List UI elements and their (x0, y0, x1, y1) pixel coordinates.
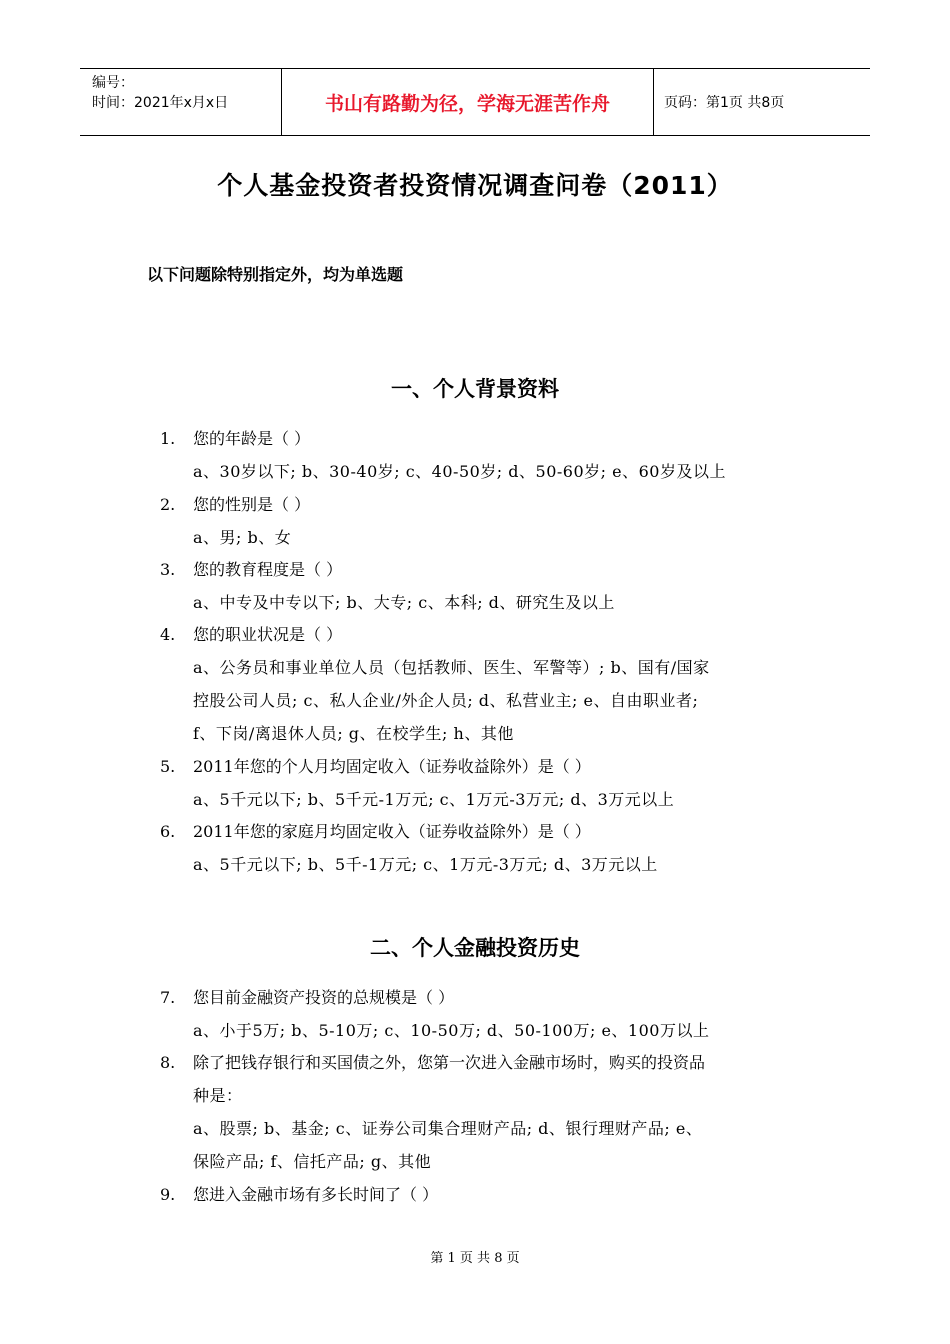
question-4-options-line-3: f、下岗/离退休人员; g、在校学生; h、其他 (193, 724, 514, 743)
question-3 (160, 560, 342, 580)
question-8-text-continued: 种是： (193, 1086, 243, 1105)
question-text: 2011年您的家庭月均固定收入（证券收益除外）是（ ） (193, 822, 591, 841)
page-footer: 第 1 页 共 8 页 (430, 1251, 520, 1266)
section-title-1: 一、个人背景资料 (391, 377, 559, 401)
question-9 (160, 1185, 438, 1205)
document-title: 个人基金投资者投资情况调查问卷（2011） (217, 171, 733, 200)
question-text: 除了把钱存银行和买国债之外，您第一次进入金融市场时，购买的投资品 (193, 1053, 706, 1072)
question-8-options-line-2: 保险产品; f、信托产品; g、其他 (193, 1152, 432, 1171)
header-motto: 书山有路勤为径，学海无涯苦作舟 (282, 69, 654, 135)
question-text: 您的教育程度是（ ） (193, 560, 343, 579)
header-page-info: 页码：第1页 共8页 (664, 95, 785, 111)
question-7 (160, 988, 454, 1008)
question-4-options-line-1: a、公务员和事业单位人员（包括教师、医生、军警等）; b、国有/国家 (193, 658, 710, 677)
question-8 (160, 1053, 705, 1073)
question-number: 8. (160, 1053, 176, 1072)
question-number: 2. (160, 495, 176, 514)
question-text: 您的年龄是（ ） (193, 429, 311, 448)
question-2 (160, 495, 310, 515)
question-4 (160, 625, 342, 645)
question-8-options-line-1: a、股票; b、基金; c、证券公司集合理财产品; d、银行理财产品; e、 (193, 1119, 703, 1138)
document-header (80, 68, 870, 136)
section-title-2: 二、个人金融投资历史 (370, 936, 580, 960)
question-text: 您进入金融市场有多长时间了（ ） (193, 1185, 439, 1204)
question-number: 1. (160, 429, 176, 448)
question-7-options: a、小于5万; b、5-10万; c、10-50万; d、50-100万; e、100万以上 (193, 1021, 710, 1040)
question-number: 4. (160, 625, 176, 644)
question-5 (160, 757, 591, 777)
header-number-label: 编号： (92, 75, 134, 91)
question-1 (160, 429, 310, 449)
header-meta (80, 69, 282, 135)
question-5-options: a、5千元以下; b、5千元-1万元; c、1万元-3万元; d、3万元以上 (193, 790, 675, 809)
question-4-options-line-2: 控股公司人员; c、私人企业/外企人员; d、私营业主; e、自由职业者; (193, 691, 699, 710)
question-number: 6. (160, 822, 176, 841)
question-3-options: a、中专及中专以下; b、大专; c、本科; d、研究生及以上 (193, 593, 615, 612)
question-text: 您的性别是（ ） (193, 495, 311, 514)
intro-note: 以下问题除特别指定外，均为单选题 (147, 265, 404, 284)
question-1-options: a、30岁以下; b、30-40岁; c、40-50岁; d、50-60岁; e、60岁及以上 (193, 462, 726, 481)
question-text: 2011年您的个人月均固定收入（证券收益除外）是（ ） (193, 757, 591, 776)
question-text: 您目前金融资产投资的总规模是（ ） (193, 988, 455, 1007)
question-6-options: a、5千元以下; b、5千-1万元; c、1万元-3万元; d、3万元以上 (193, 855, 658, 874)
question-text: 您的职业状况是（ ） (193, 625, 343, 644)
question-number: 5. (160, 757, 176, 776)
header-date-label: 时间：2021年x月x日 (92, 95, 229, 111)
question-number: 7. (160, 988, 176, 1007)
question-6 (160, 822, 591, 842)
question-number: 9. (160, 1185, 176, 1204)
question-number: 3. (160, 560, 176, 579)
question-2-options: a、男; b、女 (193, 528, 292, 547)
